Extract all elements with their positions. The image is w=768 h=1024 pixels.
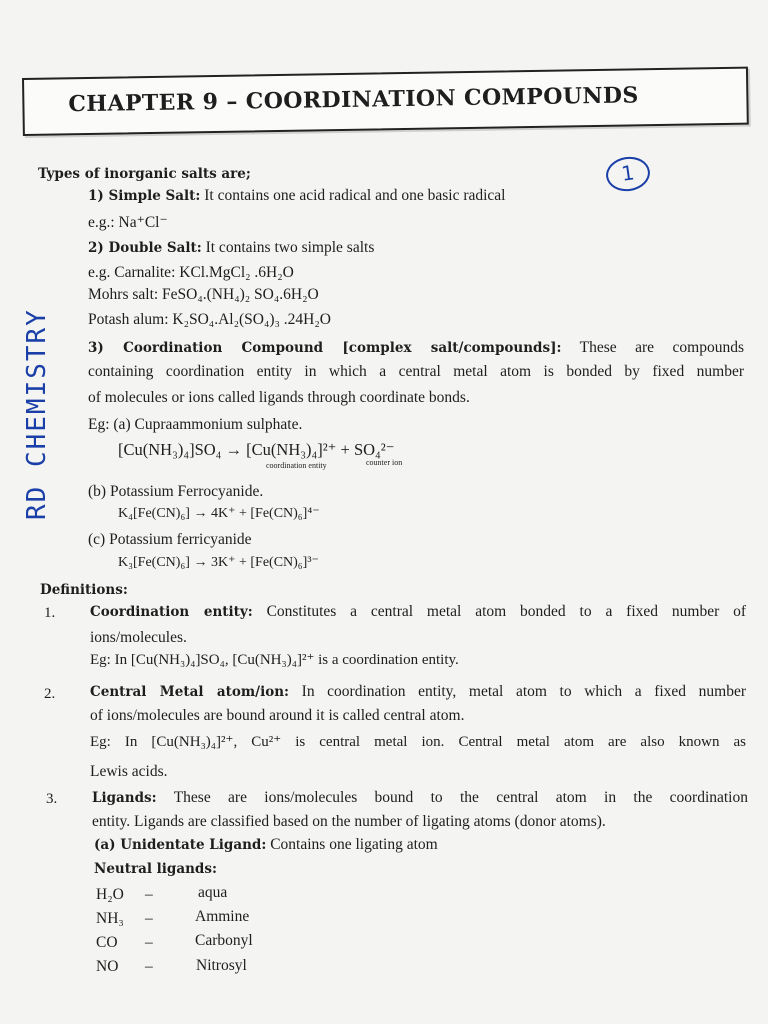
double-salt-label: 2) Double Salt: xyxy=(88,240,202,256)
double-salt-line xyxy=(88,239,374,258)
simple-salt-line xyxy=(88,187,506,206)
definition-3-number: 3. xyxy=(46,791,58,807)
equation-b: K₄[Fe(CN)₆] → 4K⁺ + [Fe(CN)₆]⁴⁻ xyxy=(118,506,320,521)
ligand-dash: – xyxy=(145,910,153,927)
ligand-dash: – xyxy=(145,958,153,975)
definition-3-label: Ligands: xyxy=(92,790,157,806)
coordination-compound-label: 3) Coordination Compound [complex salt/compounds]: xyxy=(88,340,562,356)
coordination-compound-line xyxy=(88,339,744,358)
unidentate-ligand-label: (a) Unidentate Ligand: xyxy=(94,837,267,853)
ligand-formula: NO xyxy=(96,958,119,975)
ligand-name: aqua xyxy=(198,884,228,901)
chapter-title: CHAPTER 9 – COORDINATION COMPOUNDS xyxy=(68,82,639,118)
ligand-formula: H₂O xyxy=(96,886,124,903)
unidentate-ligand-line xyxy=(94,836,438,855)
definition-2-line-1 xyxy=(90,683,746,702)
definition-1-label: Coordination entity: xyxy=(90,604,253,620)
ligand-dash: – xyxy=(145,886,153,903)
definitions-heading: Definitions: xyxy=(40,582,128,598)
definition-3-text-1: These are ions/molecules bound to the central atom in the coordination xyxy=(173,789,748,806)
definition-3-text-2: entity. Ligands are classified based on the number of ligating atoms (donor atoms). xyxy=(92,813,606,830)
ligand-name: Carbonyl xyxy=(195,932,253,949)
definition-2-text-3: Eg: In [Cu(NH₃)₄]²⁺, Cu²⁺ is central metal ion. Central metal atom are also known as xyxy=(90,734,746,750)
double-salt-example-2: Mohrs salt: FeSO₄.(NH₄)₂ SO₄.6H₂O xyxy=(88,286,319,303)
definition-1-number: 1. xyxy=(44,605,56,621)
double-salt-example-1: e.g. Carnalite: KCl.MgCl₂ .6H₂O xyxy=(88,264,294,281)
equation-a: [Cu(NH₃)₄]SO₄ → [Cu(NH₃)₄]²⁺ + SO₄²⁻ xyxy=(118,440,395,459)
definition-2-text-4: Lewis acids. xyxy=(90,763,168,780)
definition-2-number: 2. xyxy=(44,686,56,702)
neutral-ligands-heading: Neutral ligands: xyxy=(94,861,217,877)
ligand-name: Ammine xyxy=(195,908,250,925)
simple-salt-label: 1) Simple Salt: xyxy=(88,188,201,204)
margin-handwritten-note: RD CHEMISTRY xyxy=(22,308,52,520)
definition-1-line-1 xyxy=(90,603,746,622)
definition-2-label: Central Metal atom/ion: xyxy=(90,684,290,700)
coordination-entity-note: coordination entity xyxy=(266,461,327,470)
example-a-label: Eg: (a) Cupraammonium sulphate. xyxy=(88,416,303,433)
definition-1-text-3: Eg: In [Cu(NH₃)₄]SO₄, [Cu(NH₃)₄]²⁺ is a coordination entity. xyxy=(90,652,459,668)
simple-salt-text: It contains one acid radical and one basic radical xyxy=(204,187,506,204)
double-salt-example-3: Potash alum: K₂SO₄.Al₂(SO₄)₃ .24H₂O xyxy=(88,311,331,328)
example-c-label: (c) Potassium ferricyanide xyxy=(88,531,252,548)
ligand-formula: CO xyxy=(96,934,118,951)
ligand-name: Nitrosyl xyxy=(196,957,247,974)
unidentate-ligand-text: Contains one ligating atom xyxy=(270,836,438,853)
coordination-compound-text-2: containing coordination entity in which a central metal atom is bonded by fixed number xyxy=(88,363,744,380)
definition-2-text-2: of ions/molecules are bound around it is called central atom. xyxy=(90,707,465,724)
coordination-compound-text-3: of molecules or ions called ligands through coordinate bonds. xyxy=(88,389,470,406)
types-heading: Types of inorganic salts are; xyxy=(38,166,251,182)
double-salt-text: It contains two simple salts xyxy=(205,239,375,256)
definition-2-text-1: In coordination entity, metal atom to which a fixed number xyxy=(301,683,747,700)
example-b-label: (b) Potassium Ferrocyanide. xyxy=(88,483,264,500)
definition-1-text-2: ions/molecules. xyxy=(90,629,187,646)
chapter-title-box xyxy=(22,67,749,136)
ligand-dash: – xyxy=(145,934,153,951)
ligand-formula: NH₃ xyxy=(96,910,124,927)
definition-3-line-1 xyxy=(92,789,748,808)
page-number-marker: 1 xyxy=(604,154,652,194)
coordination-compound-text-1: These are compounds xyxy=(579,339,745,356)
counter-ion-note: counter ion xyxy=(366,458,403,467)
equation-c: K₃[Fe(CN)₆] → 3K⁺ + [Fe(CN)₆]³⁻ xyxy=(118,555,319,570)
definition-1-text-1: Constitutes a central metal atom bonded to a fixed number of xyxy=(266,603,746,620)
simple-salt-example: e.g.: Na⁺Cl⁻ xyxy=(88,214,168,231)
